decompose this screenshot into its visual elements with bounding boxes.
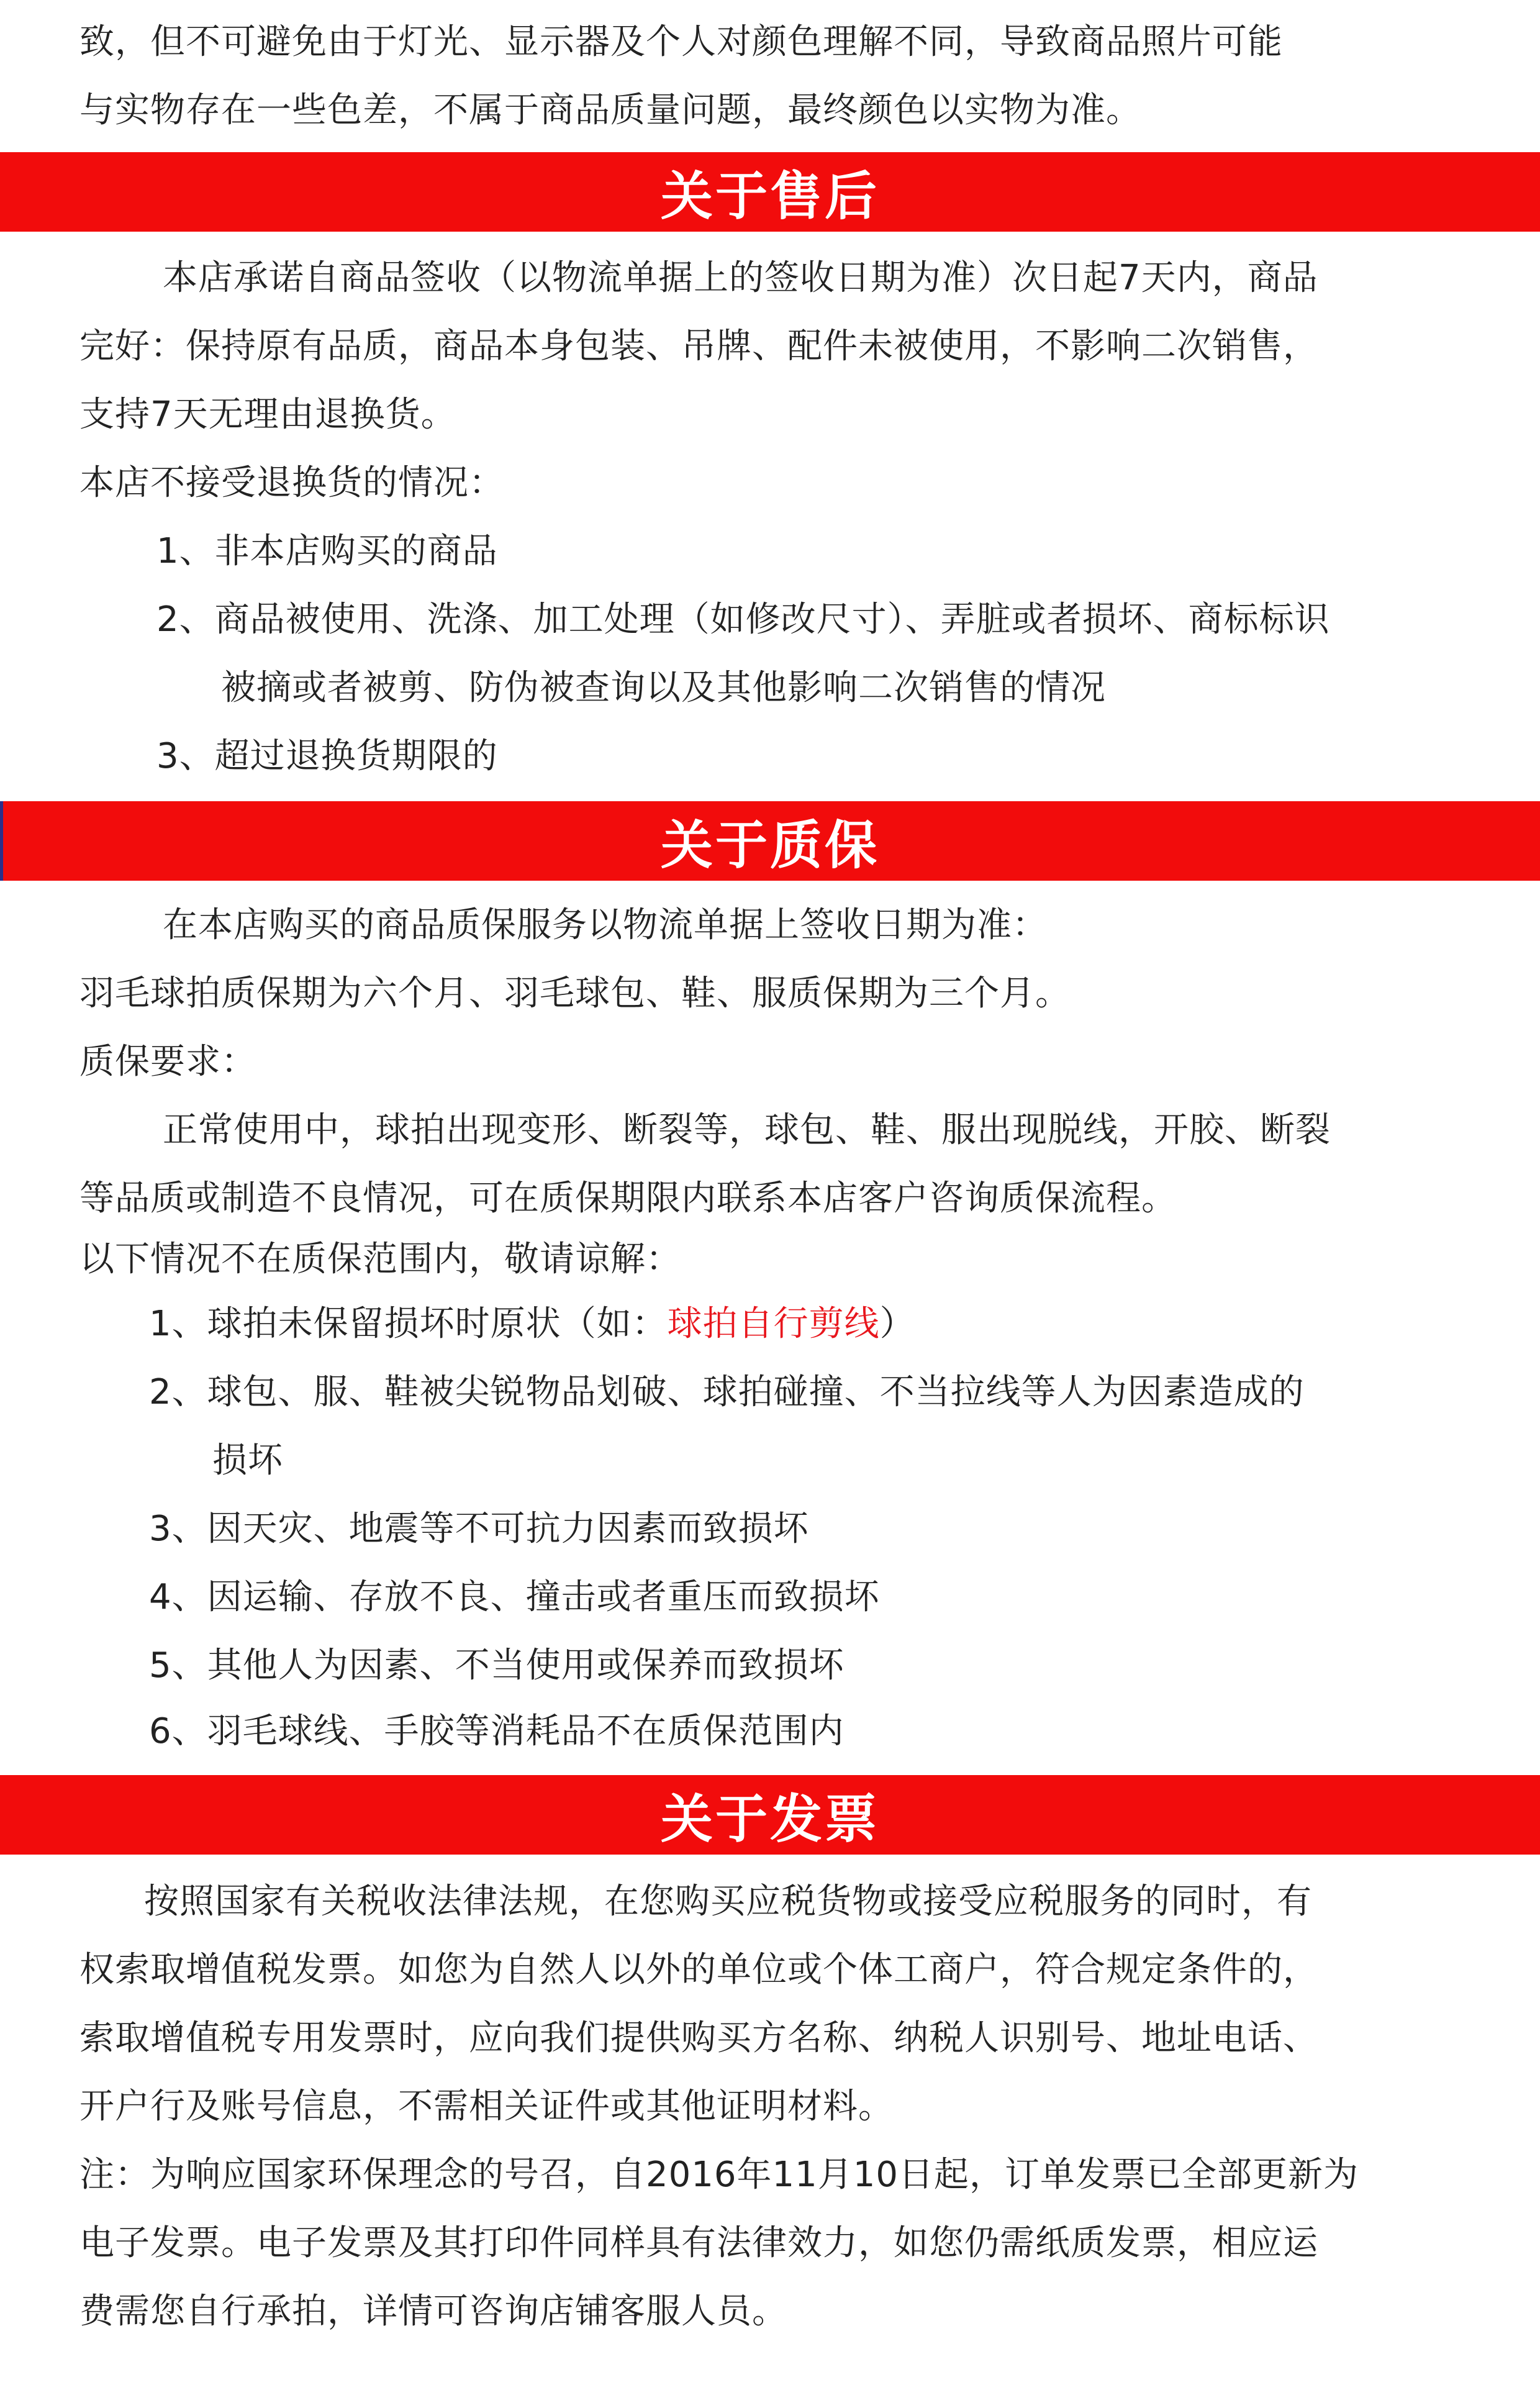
paragraph-line: 等品质或制造不良情况，可在质保期限内联系本店客户咨询质保流程。 xyxy=(79,1178,1177,1219)
band-edge-mark xyxy=(0,801,3,881)
list-item-text: ） xyxy=(879,1304,915,1344)
list-item: 5、其他人为因素、不当使用或保养而致损坏 xyxy=(149,1645,845,1686)
note-line: 注：为响应国家环保理念的号召，自2016年11月10日起，订单发票已全部更新为 xyxy=(79,2155,1359,2195)
list-item-continuation: 损坏 xyxy=(212,1440,283,1481)
list-item: 1、非本店购买的商品 xyxy=(156,531,498,571)
list-heading: 以下情况不在质保范围内，敬请谅解： xyxy=(79,1239,681,1279)
section-title: 关于质保 xyxy=(660,814,879,876)
paragraph-line: 羽毛球拍质保期为六个月、羽毛球包、鞋、服质保期为三个月。 xyxy=(79,973,1071,1014)
list-item-continuation: 被摘或者被剪、防伪被查询以及其他影响二次销售的情况 xyxy=(221,668,1106,708)
section-header-invoice xyxy=(0,1775,1540,1855)
paragraph-line: 在本店购买的商品质保服务以物流单据上签收日期为准： xyxy=(163,905,1048,945)
note-line: 电子发票。电子发票及其打印件同样具有法律效力，如您仍需纸质发票，相应运 xyxy=(79,2223,1318,2263)
section-title: 关于发票 xyxy=(660,1788,879,1850)
paragraph-line: 按照国家有关税收法律法规，在您购买应税货物或接受应税服务的同时，有 xyxy=(144,1881,1312,1922)
paragraph-line: 权索取增值税发票。如您为自然人以外的单位或个体工商户，符合规定条件的， xyxy=(79,1950,1318,1990)
section-header-warranty xyxy=(0,801,1540,881)
list-item: 3、因天灾、地震等不可抗力因素而致损坏 xyxy=(149,1509,809,1549)
paragraph-line: 正常使用中，球拍出现变形、断裂等，球包、鞋、服出现脱线，开胶、断裂 xyxy=(163,1110,1331,1150)
list-heading: 质保要求： xyxy=(79,1042,256,1082)
highlight-text: 球拍自行剪线 xyxy=(667,1304,880,1344)
intro-line: 致，但不可避免由于灯光、显示器及个人对颜色理解不同，导致商品照片可能 xyxy=(79,22,1283,62)
paragraph-line: 本店承诺自商品签收（以物流单据上的签收日期为准）次日起7天内，商品 xyxy=(163,258,1318,298)
list-item xyxy=(149,1299,915,1349)
note-line: 费需您自行承拍，详情可咨询店铺客服人员。 xyxy=(79,2291,787,2332)
list-heading: 本店不接受退换货的情况： xyxy=(79,463,504,503)
section-title: 关于售后 xyxy=(660,165,879,227)
list-item: 4、因运输、存放不良、撞击或者重压而致损坏 xyxy=(149,1577,880,1617)
paragraph-line: 开户行及账号信息，不需相关证件或其他证明材料。 xyxy=(79,2086,894,2127)
paragraph-line: 完好：保持原有品质，商品本身包装、吊牌、配件未被使用，不影响二次销售， xyxy=(79,326,1318,366)
list-item-text: 1、球拍未保留损坏时原状（如： xyxy=(149,1304,668,1344)
section-header-after-sales xyxy=(0,152,1540,232)
list-item: 2、商品被使用、洗涤、加工处理（如修改尺寸）、弄脏或者损坏、商标标识 xyxy=(156,599,1330,640)
intro-line: 与实物存在一些色差，不属于商品质量问题，最终颜色以实物为准。 xyxy=(79,90,1141,130)
list-item: 3、超过退换货期限的 xyxy=(156,736,498,776)
paragraph-line: 支持7天无理由退换货。 xyxy=(79,394,456,435)
paragraph-line: 索取增值税专用发票时，应向我们提供购买方名称、纳税人识别号、地址电话、 xyxy=(79,2018,1318,2058)
list-item: 6、羽毛球线、手胶等消耗品不在质保范围内 xyxy=(149,1711,845,1751)
list-item: 2、球包、服、鞋被尖锐物品划破、球拍碰撞、不当拉线等人为因素造成的 xyxy=(149,1372,1305,1412)
